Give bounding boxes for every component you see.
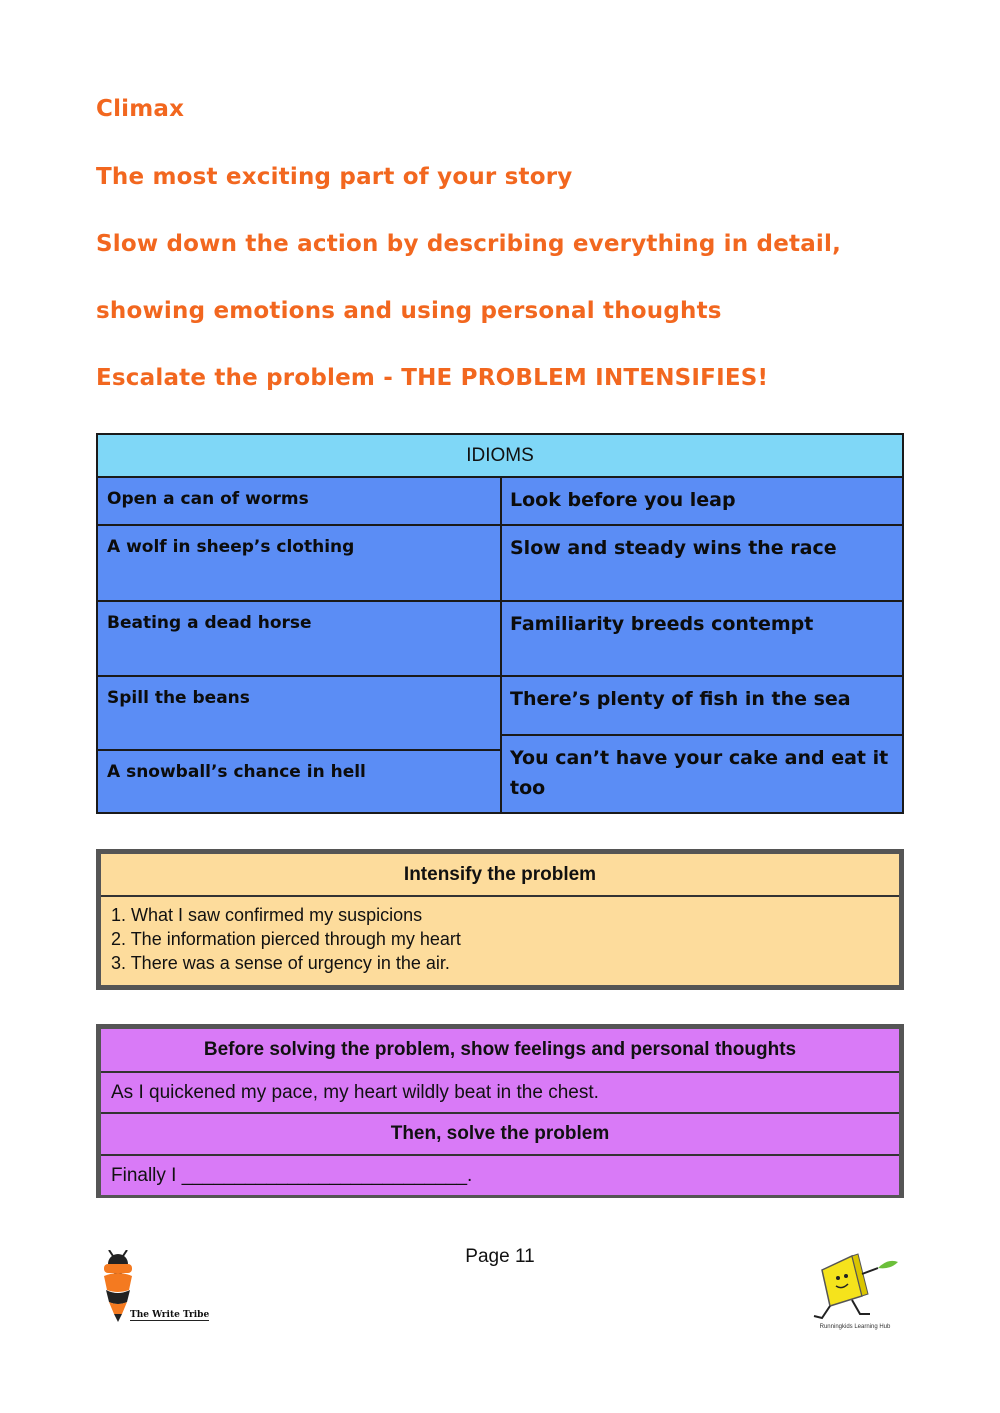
row-divider xyxy=(98,749,500,751)
subtitle: The most exciting part of your story xyxy=(96,164,573,190)
instruction-line-2: showing emotions and using personal thoughts xyxy=(96,298,722,324)
idioms-table xyxy=(96,433,904,814)
row-divider xyxy=(502,524,902,526)
idiom-right: You can’t have your cake and eat it too xyxy=(510,747,889,799)
intensify-title: Intensify the problem xyxy=(101,854,899,897)
running-book-icon xyxy=(808,1244,904,1324)
list-item: 3. There was a sense of urgency in the air. xyxy=(111,953,450,973)
logo-right-label: Runningkids Learning Hub xyxy=(819,1324,891,1330)
idiom-right: Familiarity breeds contempt xyxy=(510,613,814,635)
feelings-box xyxy=(96,1024,904,1198)
intensify-list xyxy=(101,903,899,975)
feelings-example: As I quickened my pace, my heart wildly beat in the chest. xyxy=(101,1073,899,1114)
instruction-line-1: Slow down the action by describing everything in detail, xyxy=(96,231,842,257)
row-divider xyxy=(98,600,500,602)
row-divider xyxy=(98,524,500,526)
section-title: Climax xyxy=(96,96,185,122)
row-divider xyxy=(502,675,902,677)
column-divider xyxy=(500,478,502,814)
solve-prompt[interactable]: Finally I ___________________________. xyxy=(111,1164,473,1186)
logo-left-label: The Write Tribe xyxy=(130,1310,210,1320)
row-divider xyxy=(502,600,902,602)
instruction-line-3: Escalate the problem - THE PROBLEM INTENSIFIES! xyxy=(96,365,769,391)
idiom-right: There’s plenty of fish in the sea xyxy=(510,688,851,710)
idiom-left: Beating a dead horse xyxy=(107,613,312,633)
row-divider xyxy=(98,675,500,677)
feelings-title: Before solving the problem, show feelings and personal thoughts xyxy=(101,1029,899,1073)
learning-hub-logo xyxy=(808,1244,908,1344)
idiom-left: Open a can of worms xyxy=(107,489,309,509)
idiom-left: A wolf in sheep’s clothing xyxy=(107,537,355,557)
idiom-right: Slow and steady wins the race xyxy=(510,537,837,559)
idioms-table-title: IDIOMS xyxy=(98,435,902,478)
row-divider xyxy=(502,734,902,736)
intensify-box xyxy=(96,849,904,990)
page-number: Page 11 xyxy=(465,1246,535,1267)
idiom-left: Spill the beans xyxy=(107,688,250,708)
idiom-left: A snowball’s chance in hell xyxy=(107,762,366,782)
list-item: 2. The information pierced through my heart xyxy=(111,929,461,949)
list-item: 1. What I saw confirmed my suspicions xyxy=(111,905,423,925)
write-tribe-logo xyxy=(98,1250,208,1330)
idiom-right: Look before you leap xyxy=(510,489,736,511)
solve-title: Then, solve the problem xyxy=(101,1114,899,1156)
